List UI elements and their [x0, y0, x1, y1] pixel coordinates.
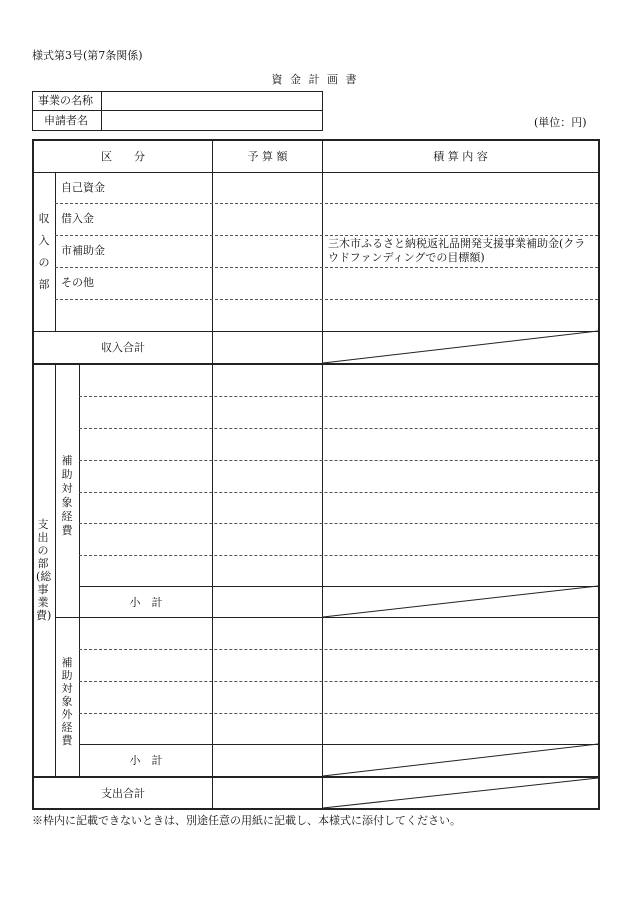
income-total-label: 収入合計 — [101, 341, 145, 354]
eligible-item-field[interactable] — [83, 463, 209, 489]
income-row-label: その他 — [61, 276, 94, 289]
income-details-cell[interactable] — [327, 303, 595, 327]
subsidy-details-text: 三木市ふるさと納税返礼品開発支援事業補助金(クラウドファンディングでの目標額) — [328, 237, 586, 264]
ineligible-item-field[interactable] — [83, 620, 209, 646]
eligible-subtotal-label: 小 計 — [129, 596, 163, 609]
header-budget: 予 算 額 — [247, 150, 288, 163]
document-title: 資 金 計 画 書 — [271, 73, 359, 86]
income-budget-cell[interactable] — [216, 303, 318, 327]
diagonal-subtotal-1 — [323, 586, 598, 617]
ineligible-subtotal-label: 小 計 — [129, 754, 163, 767]
eligible-item-field[interactable] — [83, 558, 209, 584]
form-number: 様式第3号(第7条関係) — [32, 49, 143, 62]
eligible-expense-label: 補助対象経費 — [61, 454, 73, 537]
income-budget-cell[interactable] — [216, 176, 318, 200]
project-name-field[interactable] — [108, 95, 318, 108]
ineligible-expense-label: 補助対象外経費 — [61, 656, 73, 747]
income-row-label: 自己資金 — [61, 181, 105, 194]
eligible-item-field[interactable] — [83, 367, 209, 393]
eligible-item-field[interactable] — [83, 431, 209, 457]
eligible-item-field[interactable] — [83, 526, 209, 552]
income-budget-cell[interactable] — [216, 239, 318, 263]
expense-section-label: 支出の部(総事業費) — [36, 518, 52, 622]
income-total-field[interactable] — [216, 335, 318, 359]
income-section-label: 収入の部 — [38, 212, 50, 291]
ineligible-item-field[interactable] — [83, 652, 209, 678]
income-budget-cell[interactable] — [216, 271, 318, 295]
project-name-label: 事業の名称 — [38, 94, 93, 107]
applicant-field[interactable] — [108, 115, 318, 128]
income-details-cell[interactable] — [327, 271, 595, 295]
header-category: 区 分 — [101, 150, 145, 163]
income-budget-cell[interactable] — [216, 207, 318, 231]
expense-total-label: 支出合計 — [101, 787, 145, 800]
income-row-label: 市補助金 — [61, 244, 105, 257]
eligible-item-field[interactable] — [83, 495, 209, 521]
footnote: ※枠内に記載できないときは、別途任意の用紙に記載し、本様式に添付してください。 — [32, 814, 461, 827]
ineligible-item-field[interactable] — [83, 684, 209, 710]
header-details: 積 算 内 容 — [433, 150, 488, 163]
income-details-cell[interactable] — [327, 176, 595, 200]
ineligible-subtotal-field[interactable] — [216, 747, 318, 773]
unit-label: (単位：円) — [534, 116, 587, 129]
applicant-label: 申請者名 — [44, 114, 88, 127]
diagonal-subtotal-2 — [323, 744, 598, 776]
eligible-subtotal-field[interactable] — [216, 589, 318, 614]
diagonal-income-total — [323, 331, 598, 363]
expense-total-field[interactable] — [216, 781, 318, 805]
diagonal-expense-total — [323, 778, 598, 808]
income-details-cell[interactable] — [327, 207, 595, 231]
eligible-item-field[interactable] — [83, 399, 209, 425]
income-row-label: 借入金 — [61, 212, 94, 225]
ineligible-item-field[interactable] — [83, 716, 209, 742]
